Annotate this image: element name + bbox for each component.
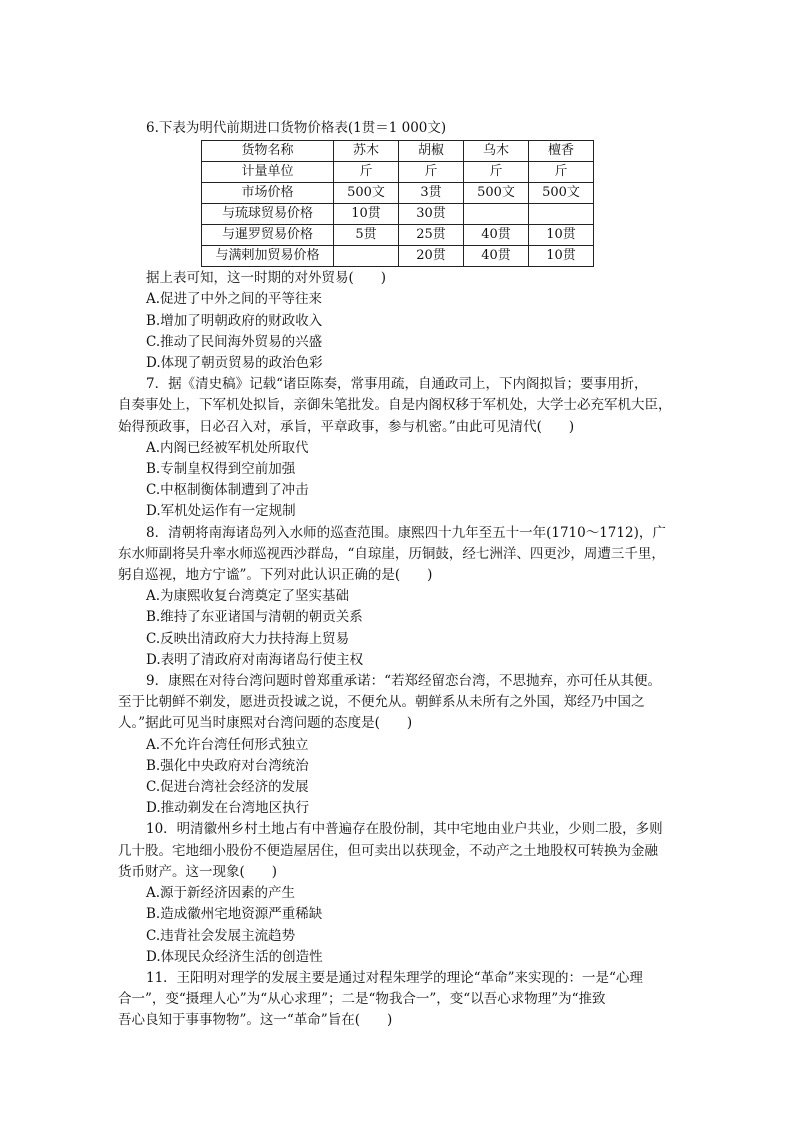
table-cell: 10贯 (334, 204, 399, 225)
table-header-cell: 乌木 (464, 141, 529, 162)
table-cell: 500文 (464, 183, 529, 204)
question-9-line: 人。”据此可见当时康熙对台湾问题的态度是( ) (118, 715, 413, 732)
table-cell: 500文 (529, 183, 594, 204)
option-a: A.内阁已经被军机处所取代 (146, 439, 309, 456)
table-header-cell: 檀香 (529, 141, 594, 162)
table-cell: 与满剌加贸易价格 (202, 246, 334, 267)
table-cell (334, 246, 399, 267)
table-cell: 40贯 (464, 246, 529, 267)
table-row (202, 246, 594, 267)
exam-page (118, 118, 678, 1032)
table-row (202, 162, 594, 183)
question-8-line: 8．清朝将南海诸岛列入水师的巡查范围。康熙四十九年至五十一年(1710～1712)，广 (146, 524, 666, 541)
table-cell: 3贯 (399, 183, 464, 204)
table-cell: 30贯 (399, 204, 464, 225)
question-8-line: 躬自巡视，地方宁谧”。下列对此认识正确的是( ) (118, 567, 433, 584)
table-cell: 斤 (529, 162, 594, 183)
table-cell: 与暹罗贸易价格 (202, 225, 334, 246)
table-cell: 10贯 (529, 225, 594, 246)
question-8 (118, 523, 678, 671)
option-a: A.不允许台湾任何形式独立 (146, 736, 309, 753)
option-c: C.中枢制衡体制遭到了冲击 (146, 482, 309, 499)
option-c: C.促进台湾社会经济的发展 (146, 779, 309, 796)
option-b: B.维持了东亚诸国与清朝的朝贡关系 (146, 609, 363, 626)
option-c: C.违背社会发展主流趋势 (146, 927, 296, 944)
table-cell: 与琉球贸易价格 (202, 204, 334, 225)
table-cell: 斤 (464, 162, 529, 183)
question-10-line: 货币财产。这一现象( ) (118, 863, 278, 880)
table-cell: 25贯 (399, 225, 464, 246)
table-header-cell: 苏木 (334, 141, 399, 162)
table-cell (464, 204, 529, 225)
table-cell: 500文 (334, 183, 399, 204)
option-d: D.推动剃发在台湾地区执行 (146, 800, 310, 817)
option-c: C.反映出清政府大力扶持海上贸易 (146, 630, 350, 647)
option-d: D.体现了朝贡贸易的政治色彩 (146, 355, 323, 372)
question-6 (118, 118, 678, 374)
table-cell: 计量单位 (202, 162, 334, 183)
table-cell (529, 204, 594, 225)
option-d: D.表明了清政府对南海诸岛行使主权 (146, 651, 364, 668)
table-header-row (202, 141, 594, 162)
table-row (202, 183, 594, 204)
question-10-line: 几十股。宅地细小股份不便造屋居住，但可卖出以获现金，不动产之土地股权可转换为金融 (118, 842, 658, 859)
option-b: B.专制皇权得到空前加强 (146, 461, 296, 478)
option-b: B.增加了明朝政府的财政收入 (146, 312, 323, 329)
question-8-line: 东水师副将吴升率水师巡视西沙群岛，“自琼崖，历铜鼓，经七洲洋、四更沙，周遭三千里， (118, 545, 665, 562)
option-a: A.源于新经济因素的产生 (146, 885, 296, 902)
question-9-line: 至于比朝鲜不剃发，愿进贡投诚之说，不便允从。朝鲜系从未所有之外国，郑经乃中国之 (118, 694, 645, 711)
question-11-line: 11．王阳明对理学的发展主要是通过对程朱理学的理论“革命”来实现的：一是“心理 (146, 969, 643, 986)
table-cell: 市场价格 (202, 183, 334, 204)
option-b: B.造成徽州宅地资源严重稀缺 (146, 906, 323, 923)
option-a: A.为康熙收复台湾奠定了坚实基础 (146, 588, 350, 605)
question-7-line: 始得预政事，日必召入对，承旨，平章政事，参与机密。”由此可见清代( ) (118, 418, 575, 435)
question-10 (118, 819, 678, 967)
question-7-line: 7．据《清史稿》记载“诸臣陈奏，常事用疏，自通政司上，下内阁拟旨；要事用折， (146, 376, 648, 393)
question-6-stem: 6.下表为明代前期进口货物价格表(1贯＝1 000文) (146, 120, 447, 136)
question-11-line: 吾心良知于事事物物”。这一“革命”旨在( ) (118, 1012, 393, 1029)
option-d: D.军机处运作有一定规制 (146, 503, 296, 520)
table-cell: 40贯 (464, 225, 529, 246)
table-header-cell: 胡椒 (399, 141, 464, 162)
table-row (202, 204, 594, 225)
question-10-line: 10．明清徽州乡村土地占有中普遍存在股份制，其中宅地由业户共业，少则二股，多则 (146, 821, 663, 838)
option-c: C.推动了民间海外贸易的兴盛 (146, 333, 323, 350)
question-9 (118, 671, 678, 819)
question-9-line: 9．康熙在对待台湾问题时曾郑重承诺：“若郑经留恋台湾，不思抛弃，亦可任从其便。 (146, 673, 661, 690)
table-row (202, 225, 594, 246)
question-11 (118, 968, 678, 1032)
question-11-line: 合一”，变“摄理人心”为“从心求理”；二是“物我合一”，变“以吾心求物理”为“推致 (118, 991, 606, 1008)
question-7 (118, 374, 678, 522)
question-6-ask: 据上表可知，这一时期的对外贸易( ) (146, 270, 387, 287)
price-table (201, 140, 594, 267)
option-a: A.促进了中外之间的平等往来 (146, 291, 323, 308)
table-cell: 5贯 (334, 225, 399, 246)
option-d: D.体现民众经济生活的创造性 (146, 948, 323, 965)
table-cell: 10贯 (529, 246, 594, 267)
table-cell: 斤 (334, 162, 399, 183)
option-b: B.强化中央政府对台湾统治 (146, 757, 309, 774)
question-7-line: 自奏事处上，下军机处拟旨，亲御朱笔批发。自是内阁权移于军机处，大学士必充军机大臣， (118, 397, 672, 414)
table-cell: 斤 (399, 162, 464, 183)
table-cell: 20贯 (399, 246, 464, 267)
table-header-cell: 货物名称 (202, 141, 334, 162)
